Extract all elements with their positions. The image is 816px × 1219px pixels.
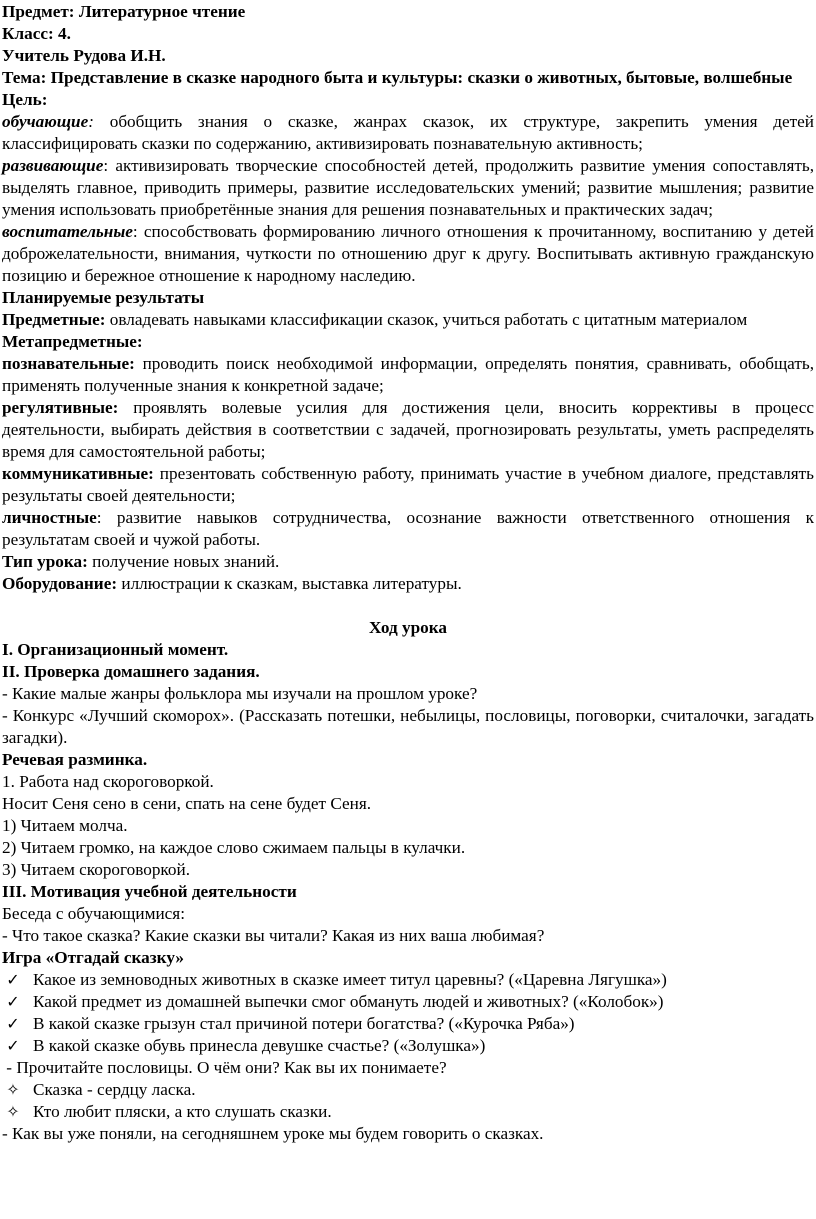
list-item [2,1035,814,1057]
warmup-step-2: 1) Читаем молча. [2,816,128,835]
goal-teaching-name: обучающие [2,112,89,131]
goal-developing [2,155,814,221]
lesson-type-value: получение новых знаний. [92,552,280,571]
warmup-step-1: 1. Работа над скороговоркой. [2,772,214,791]
results-cognitive-label: познавательные: [2,354,135,373]
class-line [2,23,814,45]
results-communicative-label: коммуникативные: [2,464,154,483]
warmup-heading: Речевая разминка. [2,750,148,769]
results-communicative [2,463,814,507]
results-personal-label: личностные [2,508,97,527]
topic-line [2,67,814,89]
goal-teaching [2,111,814,155]
results-cognitive [2,353,814,397]
game-question: Какой предмет из домашней выпечки смог обмануть людей и животных? («Колобок») [33,992,664,1011]
tongue-twister: Носит Сеня сено в сени, спать на сене будет Сеня. [2,794,372,813]
goal-educational [2,221,814,287]
goal-teaching-sep: : [88,112,94,131]
results-regulative-text: проявлять волевые усилия для достижения цели, вносить коррективы в процесс деятельности, выбирать действия в соответствии с задачей, прогнозировать результаты, уметь распределять время для самостоятельной работы; [2,398,814,461]
talk-question: - Что такое сказка? Какие сказки вы читали? Какая из них ваша любимая? [2,926,545,945]
list-item [2,991,814,1013]
goal-teaching-text: обобщить знания о сказке, жанрах сказок, их структуре, закрепить умения детей классифицировать сказки по содержанию, активизировать познавательную активность; [2,112,814,153]
teacher-value: Рудова И.Н. [73,46,166,65]
topic-label: Тема: [2,68,47,87]
meta-heading: Метапредметные: [2,332,143,351]
proverb-list [2,1079,814,1123]
goal-educational-name: воспитательные [2,222,133,241]
goal-educational-sep: : [132,222,138,241]
four-point-star-icon: ✧ [6,1080,20,1099]
goal-developing-sep: : [103,156,109,175]
contest-task: - Конкурс «Лучший скоморох». (Рассказать потешки, небылицы, пословицы, поговорки, считалочки, загадать загадки). [2,706,814,747]
subject-line [2,1,814,23]
list-item [2,1013,814,1035]
class-value: 4. [57,24,71,43]
game-question: В какой сказке обувь принесла девушке счастье? («Золушка») [33,1036,486,1055]
proverbs-intro: - Прочитайте пословицы. О чём они? Как вы их понимаете? [2,1058,447,1077]
goals-heading: Цель: [2,90,48,109]
list-item [2,1079,814,1101]
results-subject-label: Предметные: [2,310,106,329]
checkmark-icon: ✓ [6,1036,20,1055]
stage-2-heading: II. Проверка домашнего задания. [2,662,260,681]
proverb: Сказка - сердцу ласка. [33,1080,196,1099]
checkmark-icon: ✓ [6,970,20,989]
homework-question: - Какие малые жанры фольклора мы изучали на прошлом уроке? [2,684,478,703]
checkmark-icon: ✓ [6,992,20,1011]
results-communicative-text: презентовать собственную работу, принимать участие в учебном диалоге, представлять результаты своей деятельности; [2,464,814,505]
game-question: Какое из земноводных животных в сказке имеет титул царевны? («Царевна Лягушка») [33,970,667,989]
game-heading: Игра «Отгадай сказку» [2,948,184,967]
list-item [2,969,814,991]
class-label: Класс: [2,24,54,43]
results-regulative-label: регулятивные: [2,398,119,417]
game-question: В какой сказке грызун стал причиной потери богатства? («Курочка Ряба») [33,1014,575,1033]
closing-line: - Как вы уже поняли, на сегодняшнем уроке мы будем говорить о сказках. [2,1124,544,1143]
list-item [2,1101,814,1123]
game-list [2,969,814,1057]
stage-3-heading: III. Мотивация учебной деятельности [2,882,297,901]
goal-educational-text: способствовать формированию личного отношения к прочитанному, воспитанию у детей доброжелательности, внимания, чуткости по отношению друг к другу. Воспитывать активную гражданскую позицию и бережное отношение к народному наследию. [2,222,815,285]
results-subject [2,309,814,331]
results-cognitive-text: проводить поиск необходимой информации, определять понятия, сравнивать, обобщать, применять полученные знания к конкретной задаче; [2,354,815,395]
equipment-line [2,573,814,595]
results-heading: Планируемые результаты [2,288,205,307]
warmup-step-3: 2) Читаем громко, на каждое слово сжимаем пальцы в кулачки. [2,838,466,857]
results-personal-text: : развитие навыков сотрудничества, осознание важности ответственного отношения к результатам своей и чужой работы. [2,508,814,549]
checkmark-icon: ✓ [6,1014,20,1033]
lesson-type-line [2,551,814,573]
equipment-value: иллюстрации к сказкам, выставка литературы. [121,574,462,593]
equipment-label: Оборудование: [2,574,118,593]
subject-value: Литературное чтение [78,2,246,21]
teacher-line [2,45,814,67]
results-personal [2,507,814,551]
teacher-label: Учитель [2,46,70,65]
goal-developing-text: активизировать творческие способностей детей, продолжить развитие умения сопоставлять, выделять главное, приводить примеры, развитие исследовательских умений; развитие мышления; развитие умения использовать приобретённые знания для решения познавательных и практических задач; [2,156,815,219]
talk-intro: Беседа с обучающимися: [2,904,185,923]
spacer [2,595,814,617]
lesson-type-label: Тип урока: [2,552,88,571]
stage-1-heading: I. Организационный момент. [2,640,229,659]
warmup-step-4: 3) Читаем скороговоркой. [2,860,190,879]
results-subject-text: овладевать навыками классификации сказок, учиться работать с цитатным материалом [109,310,748,329]
proverb: Кто любит пляски, а кто слушать сказки. [33,1102,332,1121]
four-point-star-icon: ✧ [6,1102,20,1121]
course-heading: Ход урока [369,618,447,637]
results-regulative [2,397,814,463]
subject-label: Предмет: [2,2,75,21]
topic-value: Представление в сказке народного быта и культуры: сказки о животных, бытовые, волшебные [50,68,793,87]
goal-developing-name: развивающие [2,156,104,175]
